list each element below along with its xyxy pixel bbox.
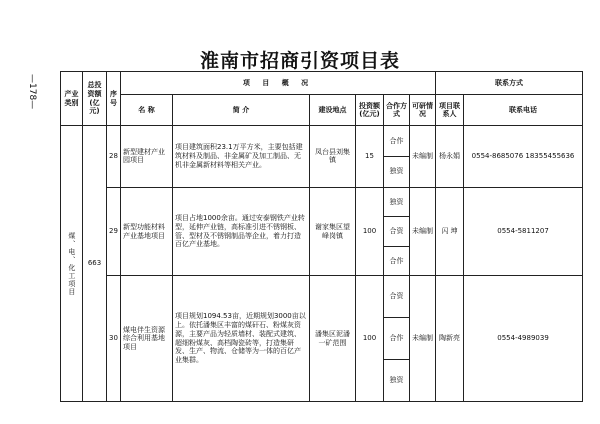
contact-phone: 0554-5811207 [464, 187, 583, 276]
header-phone: 联系电话 [464, 95, 583, 126]
header-seq: 序号 [107, 72, 121, 126]
seq-number: 28 [107, 126, 121, 188]
project-intro: 项目规划1094.53亩，近期规划3000亩以上。依托潘集区丰富的煤矸石、粉煤灰资源，主要产品为轻质墙材、装配式建筑、超细粉煤灰、高档陶瓷砖等，打造集研发、生产、物流、仓储等为一体的百亿产业集群。 [173, 276, 310, 402]
project-location: 潘集区泥潘一矿范围 [310, 276, 356, 402]
project-investment: 100 [356, 276, 384, 402]
contact-person: 闪 坤 [436, 187, 464, 276]
project-table [60, 71, 583, 402]
cooperation-mode: 合作 [384, 318, 410, 360]
project-intro: 项目占地1000余亩。通过安泰钢铁产业转型，延伸产业链，高标准引进不锈钢板、管、型材及不锈钢制品等企业，着力打造百亿产业基地。 [173, 187, 310, 276]
feasibility-status: 未编制 [410, 187, 436, 276]
seq-number: 29 [107, 187, 121, 276]
page-title: 淮南市招商引资项目表 [199, 50, 400, 72]
project-investment: 100 [356, 187, 384, 276]
header-intro: 简 介 [173, 95, 310, 126]
header-industry: 产业类别 [61, 72, 83, 126]
project-name: 新型建材产业园项目 [121, 126, 173, 188]
table-row [61, 187, 583, 217]
cooperation-mode: 合作 [384, 126, 410, 157]
header-name: 名 称 [121, 95, 173, 126]
page-number: —178— [27, 74, 37, 110]
header-total: 总投资额(亿元) [83, 72, 107, 126]
project-location: 凤台县刘集镇 [310, 126, 356, 188]
cooperation-mode: 合作 [384, 246, 410, 276]
feasibility-status: 未编制 [410, 276, 436, 402]
feasibility-status: 未编制 [410, 126, 436, 188]
contact-phone: 0554-8685076 18355455636 [464, 126, 583, 188]
seq-number: 30 [107, 276, 121, 402]
cooperation-mode: 合资 [384, 217, 410, 247]
header-feasibility: 可研情况 [410, 95, 436, 126]
contact-person: 杨永娟 [436, 126, 464, 188]
header-overview: 项 目 概 况 [121, 72, 436, 95]
contact-person: 陶新亮 [436, 276, 464, 402]
cooperation-mode: 合资 [384, 276, 410, 318]
project-investment: 15 [356, 126, 384, 188]
project-name: 煤电伴生资源综合利用基地项目 [121, 276, 173, 402]
header-investment: 投资额(亿元) [356, 95, 384, 126]
total-investment: 663 [83, 126, 107, 402]
cooperation-mode: 独资 [384, 187, 410, 217]
industry-cell [61, 126, 83, 402]
header-person: 项目联系人 [436, 95, 464, 126]
header-location: 建设地点 [310, 95, 356, 126]
header-contact: 联系方式 [436, 72, 583, 95]
industry-label: 煤、电、化工项目 [67, 231, 76, 296]
project-location: 谢家集区望峰岗镇 [310, 187, 356, 276]
cooperation-mode: 独资 [384, 360, 410, 402]
contact-phone: 0554-4989039 [464, 276, 583, 402]
table-row [61, 276, 583, 318]
table-row [61, 126, 583, 157]
cooperation-mode: 独资 [384, 156, 410, 187]
project-intro: 项目建筑面积23.1万平方米，主要包括建筑材料及制品、非金属矿及加工制品、无机非金属新材料等相关产业。 [173, 126, 310, 188]
project-name: 新型功能材料产业基地项目 [121, 187, 173, 276]
header-mode: 合作方式 [384, 95, 410, 126]
